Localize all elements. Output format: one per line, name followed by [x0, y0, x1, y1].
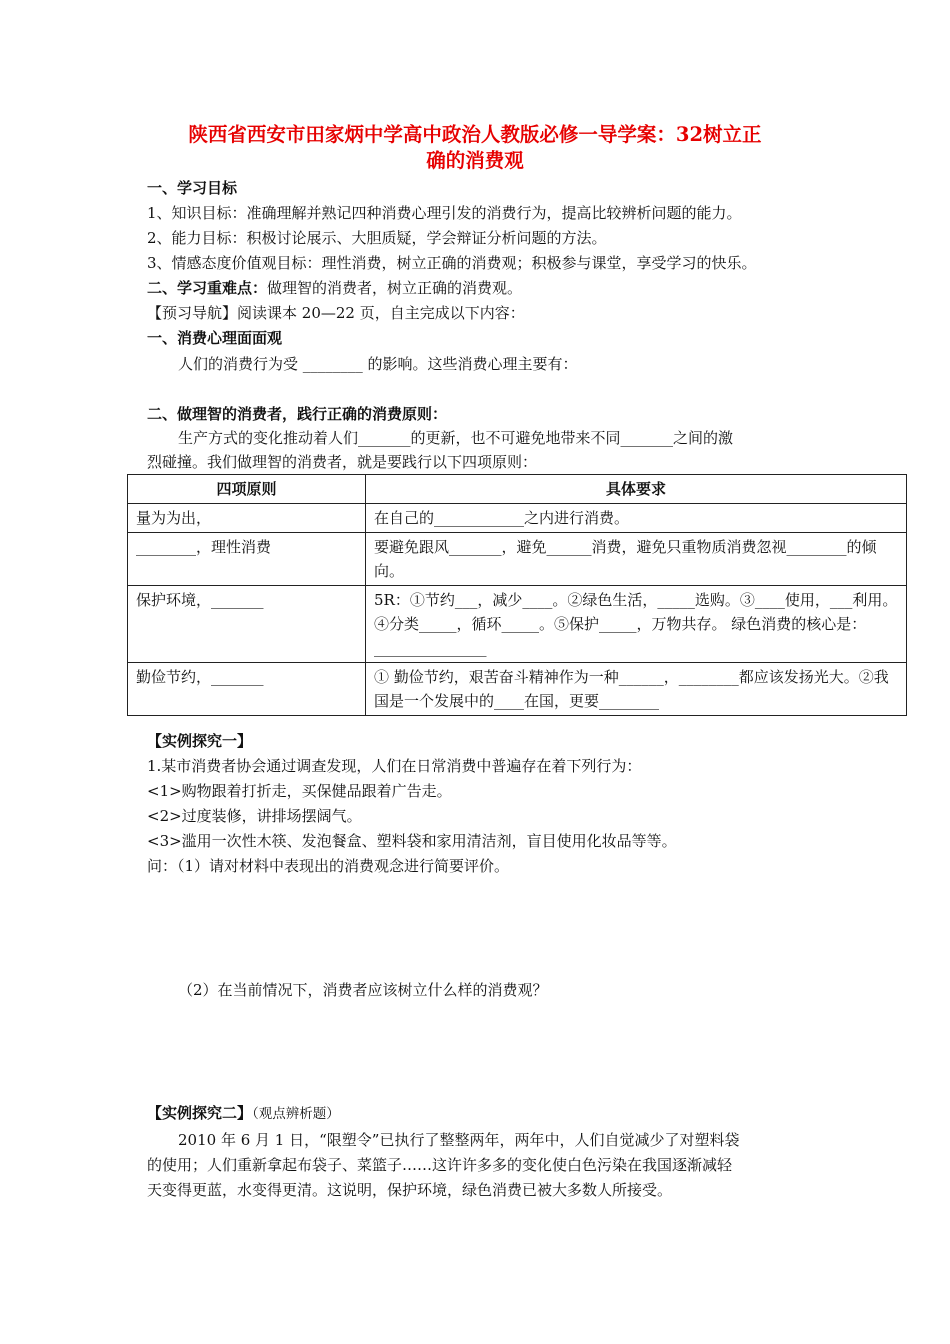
- table-row: [128, 586, 907, 663]
- principle-cell: 保护环境，_______: [128, 586, 366, 663]
- requirement-cell: 在自己的____________之内进行消费。: [366, 504, 907, 533]
- goal-ability: 2、能力目标：积极讨论展示、大胆质疑，学会辩证分析问题的方法。: [147, 229, 607, 247]
- principle-cell: ________，理性消费: [128, 533, 366, 586]
- preview-text: 阅读课本 20—22 页，自主完成以下内容：: [237, 304, 525, 322]
- case2-paragraph-line1: 2010 年 6 月 1 日，“限塑令”已执行了整整两年，两年中，人们自觉减少了对塑料袋: [178, 1131, 740, 1149]
- goal-attitude: 3、情感态度价值观目标：理性消费，树立正确的消费观；积极参与课堂，享受学习的快乐。: [147, 254, 757, 272]
- principle-cell: 量为为出，: [128, 504, 366, 533]
- requirement-cell: 要避免跟风_______，避免______消费，避免只重物质消费忽视________的倾向。: [366, 533, 907, 586]
- key-points-text: 做理智的消费者，树立正确的消费观。: [267, 279, 523, 297]
- part1-text: 人们的消费行为受 ________ 的影响。这些消费心理主要有：: [178, 355, 578, 373]
- case1-ask-2: （2）在当前情况下，消费者应该树立什么样的消费观？: [178, 981, 548, 999]
- case2-heading: 【实例探究二】: [147, 1104, 253, 1122]
- table-header-requirements: 具体要求: [366, 475, 907, 504]
- case2-paragraph-line3: 天变得更蓝，水变得更清。这说明，保护环境，绿色消费已被大多数人所接受。: [147, 1181, 673, 1199]
- title-line-1: 陕西省西安市田家炳中学高中政治人教版必修一导学案：32树立正: [188, 123, 762, 146]
- case1-behavior-3: <3>滥用一次性木筷、发泡餐盒、塑料袋和家用清洁剂，盲目使用化妆品等等。: [147, 832, 677, 850]
- preview-label: 【预习导航】: [147, 304, 238, 322]
- table-row: [128, 533, 907, 586]
- part2-text-line2: 烈碰撞。我们做理智的消费者，就是要践行以下四项原则：: [147, 453, 538, 471]
- case2-paragraph-line2: 的使用；人们重新拿起布袋子、菜篮子……这许许多多的变化使白色污染在我国逐渐减轻: [147, 1156, 733, 1174]
- key-points-label: 二、学习重难点：: [147, 279, 268, 297]
- table-header-principles: 四项原则: [128, 475, 366, 504]
- goal-knowledge: 1、知识目标：准确理解并熟记四种消费心理引发的消费行为，提高比较辨析问题的能力。: [147, 204, 742, 222]
- case1-heading: 【实例探究一】: [147, 732, 253, 750]
- section-heading-goals: 一、学习目标: [147, 179, 238, 197]
- section-key-points: [147, 278, 522, 298]
- title-line-2: 确的消费观: [426, 149, 524, 172]
- case1-behavior-2: <2>过度装修，讲排场摆阔气。: [147, 807, 362, 825]
- table-row: [128, 504, 907, 533]
- case2-subtitle: （观点辨析题）: [252, 1106, 340, 1122]
- table-row: [128, 663, 907, 716]
- table-header-row: [128, 475, 907, 504]
- case1-question: 1.某市消费者协会通过调查发现，人们在日常消费中普遍存在着下列行为：: [147, 757, 642, 775]
- case2-heading-line: [147, 1103, 340, 1124]
- part2-text-line1: 生产方式的变化推动着人们_______的更新，也不可避免地带来不同_______之间的激: [178, 429, 734, 447]
- principle-cell: 勤俭节约，_______: [128, 663, 366, 716]
- preview-guide: [147, 303, 525, 323]
- part1-heading: 一、消费心理面面观: [147, 329, 283, 347]
- page-title: [130, 122, 820, 174]
- principles-table: [127, 474, 907, 716]
- case1-behavior-1: <1>购物跟着打折走，买保健品跟着广告走。: [147, 782, 452, 800]
- case1-ask-1: 问：（1）请对材料中表现出的消费观念进行简要评价。: [147, 857, 510, 875]
- part2-heading: 二、做理智的消费者，践行正确的消费原则：: [147, 405, 448, 423]
- requirement-cell: ① 勤俭节约，艰苦奋斗精神作为一种______，________都应该发扬光大。②我国是一个发展中的____在国，更要________: [366, 663, 907, 716]
- requirement-cell: 5R：①节约___，减少____。②绿色生活，_____选购。③____使用，___利用。④分类_____，循环_____。⑤保护_____，万物共存。 绿色消费的核心是：_______________: [366, 586, 907, 663]
